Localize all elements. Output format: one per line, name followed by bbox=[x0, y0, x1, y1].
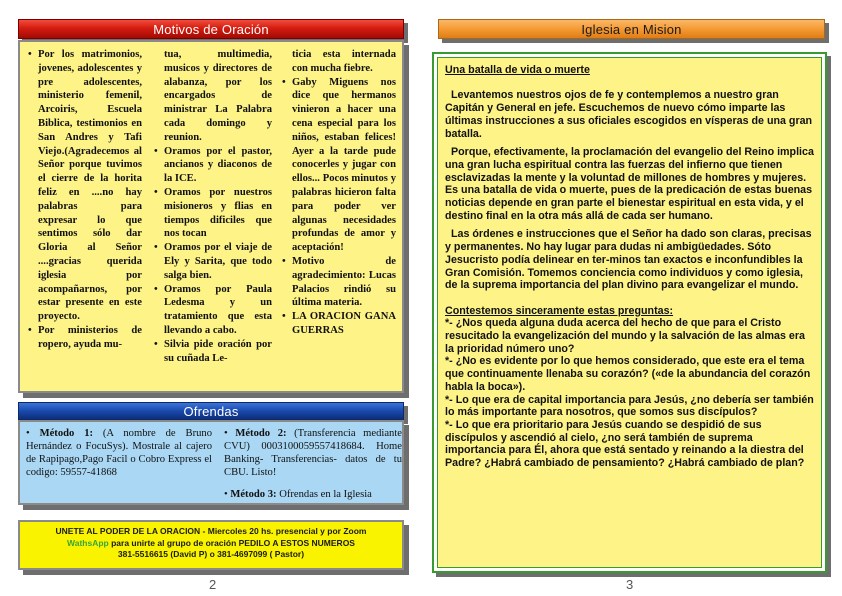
question-item: *- Lo que era prioritario para Jesús cuando se despidió de sus discípulos y ascendió al cielo, ¿no será también de suprema importancia para Él, ahora que está sentado y reinando a la diestra del Padre? ¿Habrá cambiado de pensamiento? ¿Habrá cambiado de plan? bbox=[445, 418, 805, 470]
offerings-box bbox=[18, 420, 404, 505]
prayer-item: • Motivo de agradecimiento: Lucas Palacios rindió su última materia. bbox=[292, 255, 396, 310]
article-paragraph: Porque, efectivamente, la proclamación del evangelio del Reino implica una gran lucha espiritual contra las fuerzas del infierno que tienen esclavizadas la mente y la voluntad de millones de hombres y mujeres. Es una batalla de vida o muerte, pues de la predicación de estas buenas noticias depende en gran parte el bienestar espiritual en esta vida, y el destino final en la otra más allá de cada ser humano. bbox=[445, 146, 814, 222]
method-2-label: Método 2: bbox=[235, 428, 287, 439]
mission-content bbox=[437, 57, 822, 568]
method-2: • Método 2: (Transferencia mediante CVU) 0003100059557418684. Home Banking- Transferencias- datos de tu CBU. Listo! bbox=[224, 428, 402, 478]
prayer-item: • Oramos por Paula Ledesma y un tratamiento que esta llevando a cabo. bbox=[164, 283, 272, 338]
question-item: *- ¿No es evidente por lo que hemos considerado, que este era el tema que continuamente llenaba su corazón? («de la abundancia del corazón habla la boca»). bbox=[445, 355, 811, 393]
mission-box bbox=[432, 52, 827, 573]
unite-line-3: 381-5516615 (David P) o 381-4697099 ( Pastor) bbox=[117, 549, 305, 559]
prayer-header: Motivos de Oración bbox=[18, 19, 404, 39]
article-paragraph: Las órdenes e instrucciones que el Señor ha dado son claras, precisas y permanentes. No hay lugar para dudas ni ambigüedades. Sóto Jesucristo podía delinear en ter-minos tan exactos e inconfundibles la Gran Comisión. Tomemos conciencia como individuos y como iglesia, de la suprema importancia del plan divino para evangelizar el mundo. bbox=[445, 228, 812, 292]
method-1-text: (A nombre de Bruno Hernández o FocuSys). Mostrale al cajero de Rapipago,Pago Facil o Cobro Express el codigo: 59557-41868 bbox=[26, 428, 212, 478]
method-3-label: Método 3: bbox=[230, 489, 277, 500]
prayer-item: • Silvia pide oración por su cuñada Le- bbox=[164, 338, 272, 366]
page-number-left: 2 bbox=[209, 577, 217, 592]
prayer-box bbox=[18, 40, 404, 393]
prayer-item: ticia esta internada con mucha fiebre. bbox=[292, 49, 396, 74]
prayer-group-box bbox=[18, 520, 404, 570]
method-1: • Método 1: (A nombre de Bruno Hernández o FocuSys). Mostrale al cajero de Rapipago,Pago Facil o Cobro Express el codigo: 59557-41868 bbox=[26, 428, 212, 478]
question-item: *- ¿Nos queda alguna duda acerca del hecho de que para el Cristo resucitado la evangelización del mundo y la salvación de las almas era la prioridad número uno? bbox=[445, 317, 805, 355]
method-3: • Método 3: Ofrendas en la Iglesia bbox=[224, 489, 372, 500]
page-number-right: 3 bbox=[626, 577, 634, 592]
prayer-item: • Por ministerios de ropero, ayuda mu- bbox=[38, 324, 142, 352]
article-paragraph: Levantemos nuestros ojos de fe y contemplemos a nuestro gran Capitán y General en jefe. Escuchemos de nuevo cómo imparte las últimas instrucciones a sus oficiales escogidos en vísperas de una gran batalla. bbox=[445, 89, 813, 140]
prayer-item: • Gaby Miguens nos dice que hermanos vinieron a hacer una cena especial para los niños, estaban felices! Ayer a la tarde pude conocerles y jugar con ellos... Pocos minutos y palabras hicieron falta para poder ver algunas necesidades profundas de amor y aceptación! bbox=[292, 76, 396, 255]
unite-line-2-text: para unirte al grupo de oración PEDILO A ESTOS NUMEROS bbox=[111, 537, 355, 548]
prayer-item: tua, multimedia, musicos y directores de alabanza, por los encargados de ministrar La Palabra cada domingo y reunion. bbox=[164, 49, 272, 143]
prayer-column-3 bbox=[292, 48, 396, 338]
prayer-column-2 bbox=[164, 48, 272, 365]
whatsapp-label: WathsApp bbox=[67, 537, 109, 548]
prayer-item: • Oramos por el pastor, ancianos y diaconos de la ICE. bbox=[164, 145, 272, 186]
method-3-text: Ofrendas en la Iglesia bbox=[279, 489, 372, 500]
method-2-text: (Transferencia mediante CVU) 0003100059557418684. Home Banking- Transferencias- datos de tu CBU. Listo! bbox=[224, 428, 402, 478]
prayer-item: • Oramos por nuestros misioneros y flias en tiempos dificiles que nos tocan bbox=[164, 186, 272, 241]
question-item: *- Lo que era de capital importancia para Jesús, ¿no debería ser también lo más importante para nosotros, que somos sus discípulos? bbox=[445, 393, 814, 419]
article-title: Una batalla de vida o muerte bbox=[445, 64, 590, 76]
article-paragraphs bbox=[445, 89, 814, 292]
prayer-item: • LA ORACION GANA GUERRAS bbox=[292, 310, 396, 338]
method-1-label: Método 1: bbox=[39, 428, 94, 439]
prayer-item: • Por los matrimonios, jovenes, adolescentes y pre adolescentes, ministerio femenil, Arcoiris, Escuela Biblica, testimonios en San Andres y Tafi Viejo.(Agradecemos al Señor porque tuvimos el cierre de la horita feliz en ....no hay palabras para expresar lo que sentimos sólo dar Gloria al Señor ....gracias querida iglesia por acompañarnos, por estar presente en este proyecto. bbox=[38, 48, 142, 324]
mission-header: Iglesia en Mision bbox=[438, 19, 825, 39]
questions-title: Contestemos sinceramente estas preguntas: bbox=[445, 304, 674, 317]
unite-line-2 bbox=[20, 538, 402, 550]
questions-list bbox=[445, 317, 814, 469]
prayer-column-1 bbox=[38, 48, 142, 352]
prayer-item: • Oramos por el viaje de Ely y Sarita, que todo salga bien. bbox=[164, 241, 272, 282]
unite-line-1: UNETE AL PODER DE LA ORACION - Miercoles 20 hs. presencial y por Zoom bbox=[55, 526, 367, 536]
offerings-header: Ofrendas bbox=[18, 402, 404, 420]
